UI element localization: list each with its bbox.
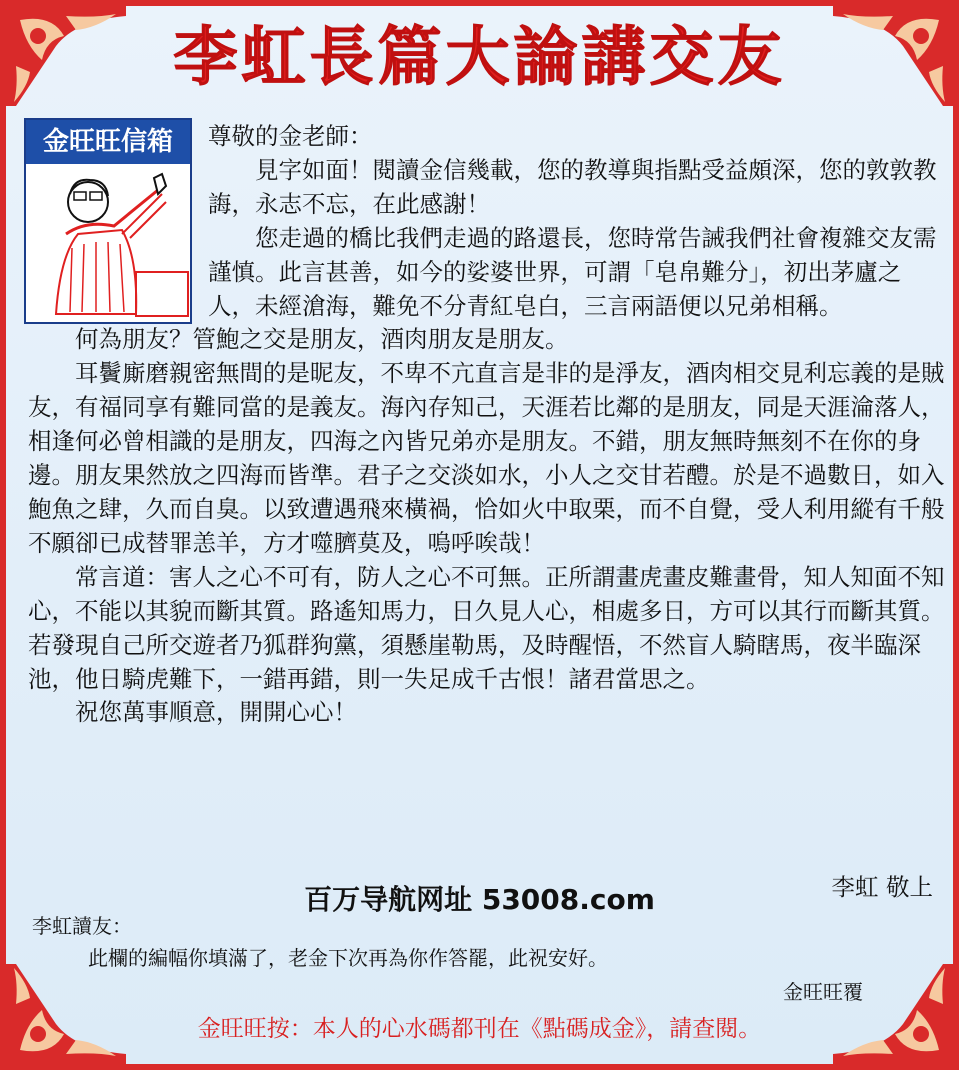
letter-paragraph: 常言道：害人之心不可有，防人之心不可無。正所謂畫虎畫皮難畫骨，知人知面不知心，不能以其貌而斷其質。路遙知馬力，日久見人心，相處多日，方可以其行而斷其質。若發現自己所交遊者乃狐群狗黨，須懸崖勒馬，及時醒悟，不然盲人騎瞎馬，夜半臨深池，他日騎虎難下，一錯再錯，則一失足成千古恨！諸君當思之。 [28,562,945,693]
website-banner: 百万导航网址 53008.com [304,883,655,916]
letter-paragraph: 何為朋友？管鮑之交是朋友，酒肉朋友是朋友。 [75,325,569,354]
letter-paragraph: 祝您萬事順意，開開心心！ [75,698,357,727]
letter-paragraph: 您走過的橋比我們走過的路還長，您時常告誡我們社會複雜交友需謹慎。此言甚善，如今的娑婆世界，可謂「皂帛難分」，初出茅廬之人，未經滄海，難免不分青紅皂白，三言兩語便以兄弟相稱。 [208,223,937,320]
letter-paragraph: 見字如面！閱讀金信幾載，您的教導與指點受益頗深，您的敦敦教誨，永志不忘，在此感謝！ [208,155,937,218]
letter-signature: 李虹 敬上 [831,873,933,901]
letter-paragraph: 耳鬢廝磨親密無間的是昵友，不卑不亢直言是非的是淨友，酒肉相交見利忘義的是賊友，有福同享有難同當的是義友。海內存知己，天涯若比鄰的是朋友，同是天涯淪落人，相逢何必曾相識的是朋友，四海之內皆兄弟亦是朋友。不錯，朋友無時無刻不在你的身邊。朋友果然放之四海而皆準。君子之交淡如水，小人之交甘若醴。於是不過數日，如入鮑魚之肆，久而自臭。以致遭遇飛來橫禍，恰如火中取栗，而不自覺，受人利用縱有千般不願卻已成替罪恙羊，方才噬臍莫及，嗚呼唉哉！ [28,359,945,557]
reply-signature: 金旺旺覆 [783,980,863,1004]
page-title: 李虹長篇大論講交友 [173,21,786,95]
letter-greeting: 尊敬的金老師： [208,122,373,150]
mailbox-label: 金旺旺信箱 [26,120,190,164]
reply-text: 此欄的編幅你填滿了，老金下次再為你作答罷，此祝安好。 [88,946,608,970]
letter-body [28,120,948,730]
reply-greeting: 李虹讀友： [32,914,132,938]
editor-note: 金旺旺按：本人的心水碼都刊在《點碼成金》，請查閱。 [197,1016,762,1042]
